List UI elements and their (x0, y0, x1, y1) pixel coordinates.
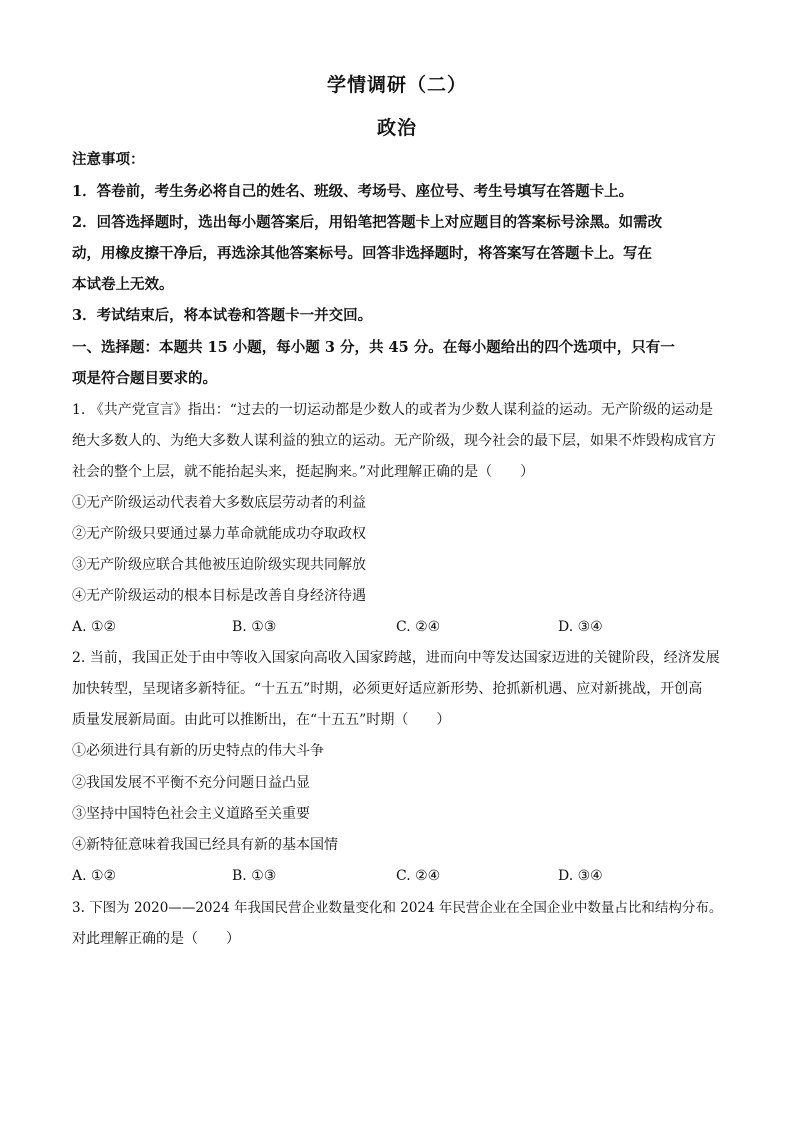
q2-stem-line-1: 2. 当前，我国正处于由中等收入国家向高收入国家跨越，进而向中等发达国家迈进的关键阶段，经济发展 (72, 650, 720, 666)
q1-option-c: C. ②④ (396, 619, 441, 635)
q1-statement-1: ①无产阶级运动代表着大多数底层劳动者的利益 (72, 495, 366, 511)
q3-stem-line-2: 对此理解正确的是（ ） (72, 931, 240, 947)
q2-statement-2: ②我国发展不平衡不充分问题日益凸显 (72, 775, 310, 791)
notice-line-3: 3．考试结束后，将本试卷和答题卡一并交回。 (72, 307, 373, 324)
q1-stem-line-3: 社会的整个上层，就不能抬起头来，挺起胸来。”对此理解正确的是（ ） (72, 464, 535, 480)
q2-statement-3: ③坚持中国特色社会主义道路至关重要 (72, 806, 310, 822)
notice-heading: 注意事项： (72, 151, 145, 168)
q1-statement-4: ④无产阶级运动的根本目标是改善自身经济待遇 (72, 588, 366, 604)
notice-line-2a: 2．回答选择题时，选出每小题答案后，用铅笔把答题卡上对应题目的答案标号涂黑。如需改 (72, 214, 663, 231)
q2-statement-1: ①必须进行具有新的历史特点的伟大斗争 (72, 743, 324, 759)
notice-line-2c: 本试卷上无效。 (72, 276, 174, 293)
exam-title: 学情调研（二） (326, 74, 467, 96)
q2-option-c: C. ②④ (396, 868, 441, 884)
section-heading-line-1: 一、选择题：本题共 15 小题，每小题 3 分，共 45 分。在每小题给出的四个选项中，只有一 (72, 339, 675, 356)
q1-option-a: A. ①② (72, 619, 117, 635)
q1-option-b: B. ①③ (232, 619, 277, 635)
q2-option-d: D. ③④ (558, 868, 603, 884)
q2-option-b: B. ①③ (232, 868, 277, 884)
q2-stem-line-2: 加快转型，呈现诸多新特征。“十五五”时期，必须更好适应新形势、抢抓新机遇、应对新挑战，开创高 (72, 681, 703, 697)
q1-statement-3: ③无产阶级应联合其他被压迫阶级实现共同解放 (72, 557, 366, 573)
q1-stem-line-2: 绝大多数人的、为绝大多数人谋利益的独立的运动。无产阶级，现今社会的最下层，如果不炸毁构成官方 (72, 433, 716, 449)
notice-line-2b: 动，用橡皮擦干净后，再选涂其他答案标号。回答非选择题时，将答案写在答题卡上。写在 (72, 245, 652, 262)
q1-option-d: D. ③④ (558, 619, 603, 635)
q3-stem-line-1: 3. 下图为 2020——2024 年我国民营企业数量变化和 2024 年民营企业在全国企业中数量占比和结构分布。 (72, 900, 723, 916)
q2-stem-line-3: 质量发展新局面。由此可以推断出，在“十五五”时期（ ） (72, 712, 451, 728)
q2-option-a: A. ①② (72, 868, 117, 884)
notice-line-1: 1．答卷前，考生务必将自己的姓名、班级、考场号、座位号、考生号填写在答题卡上。 (72, 183, 634, 200)
q1-stem-line-1: 1. 《共产党宣言》指出：“过去的一切运动都是少数人的或者为少数人谋利益的运动。无产阶级的运动是 (72, 402, 713, 418)
section-heading-line-2: 项是符合题目要求的。 (72, 370, 217, 387)
q1-statement-2: ②无产阶级只要通过暴力革命就能成功夺取政权 (72, 526, 366, 542)
q2-statement-4: ④新特征意味着我国已经具有新的基本国情 (72, 837, 338, 853)
subject-title: 政治 (376, 117, 417, 139)
